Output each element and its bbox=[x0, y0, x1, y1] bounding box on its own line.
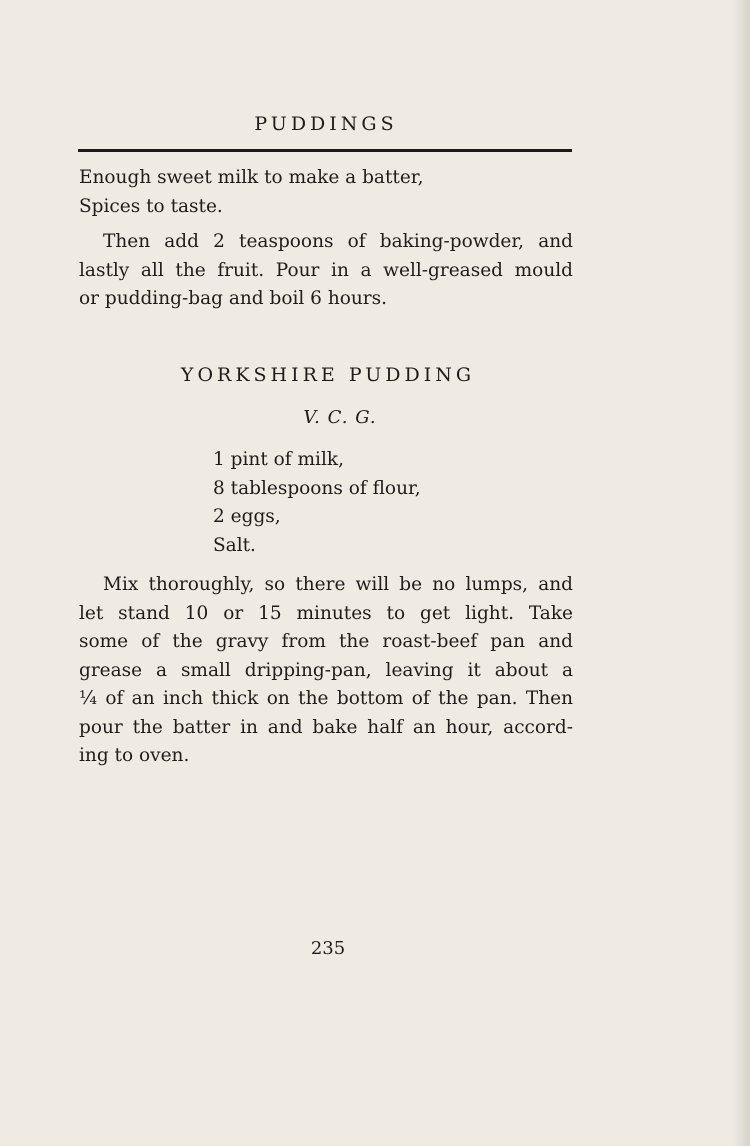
ingredient-line: 1 pint of milk, bbox=[213, 449, 344, 470]
ingredient-line: 8 tablespoons of flour, bbox=[213, 477, 421, 499]
ingredient-line: Spices to taste. bbox=[79, 195, 223, 217]
recipe-attribution: V. C. G. bbox=[303, 407, 377, 428]
header-rule bbox=[78, 149, 572, 152]
paragraph-line: lastly all the fruit. Pour in a well-greased mould bbox=[79, 259, 573, 281]
continued-instructions-paragraph bbox=[79, 228, 573, 314]
paragraph-line: ¼ of an inch thick on the bottom of the pan. Then bbox=[79, 688, 573, 709]
ingredient-line: Salt. bbox=[213, 534, 256, 556]
page-number: 235 bbox=[310, 938, 346, 959]
paragraph-line: pour the batter in and bake half an hour, accord- bbox=[79, 716, 573, 738]
ingredient-line: 2 eggs, bbox=[213, 506, 281, 527]
paragraph-line: Mix thoroughly, so there will be no lumps, and bbox=[103, 574, 573, 595]
continued-ingredient-list bbox=[79, 164, 573, 221]
paragraph-line: grease a small dripping-pan, leaving it about a bbox=[79, 659, 573, 681]
paragraph-line: some of the gravy from the roast-beef pan and bbox=[79, 631, 573, 652]
paragraph-line: let stand 10 or 15 minutes to get light. Take bbox=[79, 602, 573, 624]
paragraph-line: ing to oven. bbox=[79, 745, 190, 766]
recipe-instructions-paragraph bbox=[79, 571, 573, 771]
ingredient-line: Enough sweet milk to make a batter, bbox=[79, 167, 424, 188]
recipe-ingredient-list bbox=[213, 446, 421, 560]
paragraph-line: Then add 2 teaspoons of baking-powder, and bbox=[103, 231, 573, 252]
paragraph-line: or pudding-bag and boil 6 hours. bbox=[79, 288, 388, 309]
recipe-title: YORKSHIRE PUDDING bbox=[180, 364, 476, 386]
running-head: PUDDINGS bbox=[254, 113, 398, 135]
